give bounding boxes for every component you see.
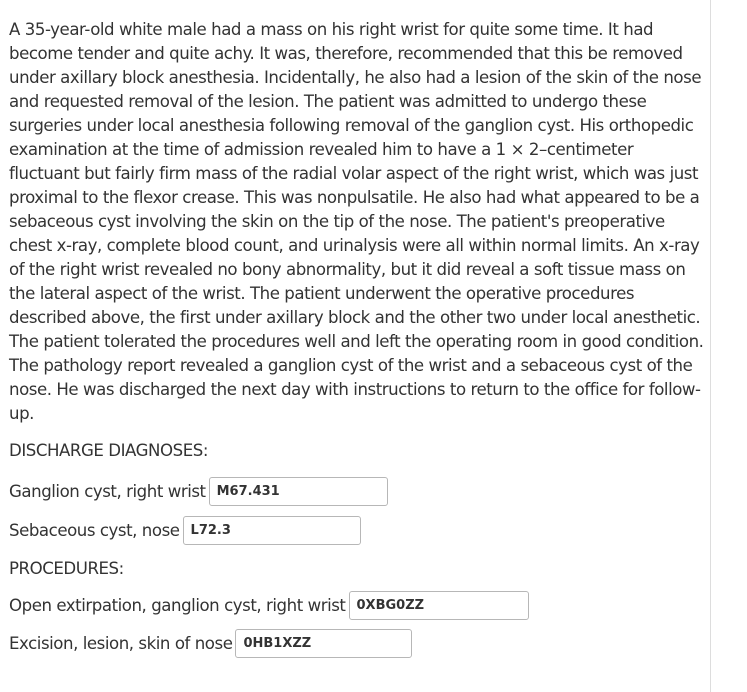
procedure-label-1: Open extirpation, ganglion cyst, right wrist [9,595,346,615]
diagnosis-label-1: Ganglion cyst, right wrist [9,481,206,501]
procedures-heading: PROCEDURES: [9,559,124,578]
diagnosis-code-input-1[interactable]: M67.431 [209,477,388,506]
diagnosis-row-2 [9,516,707,545]
diagnosis-code-input-2[interactable]: L72.3 [183,516,361,545]
case-narrative: A 35-year-old white male had a mass on his right wrist for quite some time. It had become tender and quite achy. It was, therefore, recommended that this be removed under axillary block anesthesia. Incidentally, he also had a lesion of the skin of the nose and requested removal of the lesion. The patient was admitted to undergo these surgeries under local anesthesia following removal of the ganglion cyst. His orthopedic examination at the time of admission revealed him to have a 1 × 2–centimeter fluctuant but fairly firm mass of the radial volar aspect of the right wrist, which was just proximal to the flexor crease. This was nonpulsatile. He also had what appeared to be a sebaceous cyst involving the skin on the tip of the nose. The patient's preoperative chest x-ray, complete blood count, and urinalysis were all within normal limits. An x-ray of the right wrist revealed no bony abnormality, but it did reveal a soft tissue mass on the lateral aspect of the wrist. The patient underwent the operative procedures described above, the first under axillary block and the other two under local anesthetic. The patient tolerated the procedures well and left the operating room in good condition. The pathology report revealed a ganglion cyst of the wrist and a sebaceous cyst of the nose. He was discharged the next day with instructions to return to the office for follow-up. [9,20,704,423]
procedure-row-2 [9,629,707,658]
right-border [710,0,711,692]
procedure-label-2: Excision, lesion, skin of nose [9,633,233,653]
diagnosis-row-1 [9,477,707,506]
procedure-code-input-2[interactable]: 0HB1XZZ [235,629,412,658]
discharge-diagnoses-heading: DISCHARGE DIAGNOSES: [9,441,208,460]
procedure-row-1 [9,591,707,620]
case-content [9,18,707,658]
diagnosis-label-2: Sebaceous cyst, nose [9,520,180,540]
procedure-code-input-1[interactable]: 0XBG0ZZ [349,591,529,620]
